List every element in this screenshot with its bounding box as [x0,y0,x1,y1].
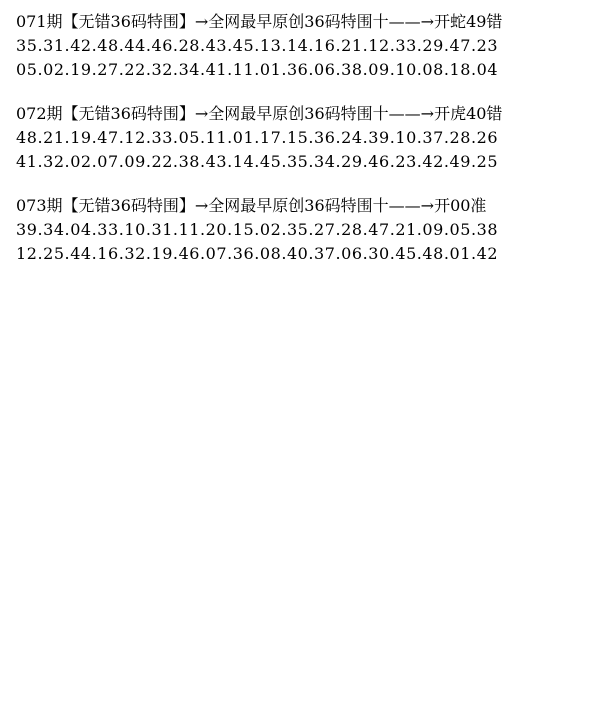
number-row: 12.25.44.16.32.19.46.07.36.08.40.37.06.30.45.48.01.42 [16,244,499,263]
period-title: 071期【无错36码特围】→全网最早原创36码特围十——→开蛇49错 [16,12,503,31]
number-row: 35.31.42.48.44.46.28.43.45.13.14.16.21.12.33.29.47.23 [16,36,499,55]
period-title: 073期【无错36码特围】→全网最早原创36码特围十——→开00准 [16,196,487,215]
number-row: 41.32.02.07.09.22.38.43.14.45.35.34.29.46.23.42.49.25 [16,152,499,171]
period-block-073 [16,194,591,266]
number-row: 48.21.19.47.12.33.05.11.01.17.15.36.24.39.10.37.28.26 [16,128,499,147]
number-row: 05.02.19.27.22.32.34.41.11.01.36.06.38.09.10.08.18.04 [16,60,499,79]
period-block-071 [16,10,591,82]
prediction-list [16,10,591,286]
number-row: 39.34.04.33.10.31.11.20.15.02.35.27.28.47.21.09.05.38 [16,220,499,239]
period-block-072 [16,102,591,174]
period-title: 072期【无错36码特围】→全网最早原创36码特围十——→开虎40错 [16,104,503,123]
